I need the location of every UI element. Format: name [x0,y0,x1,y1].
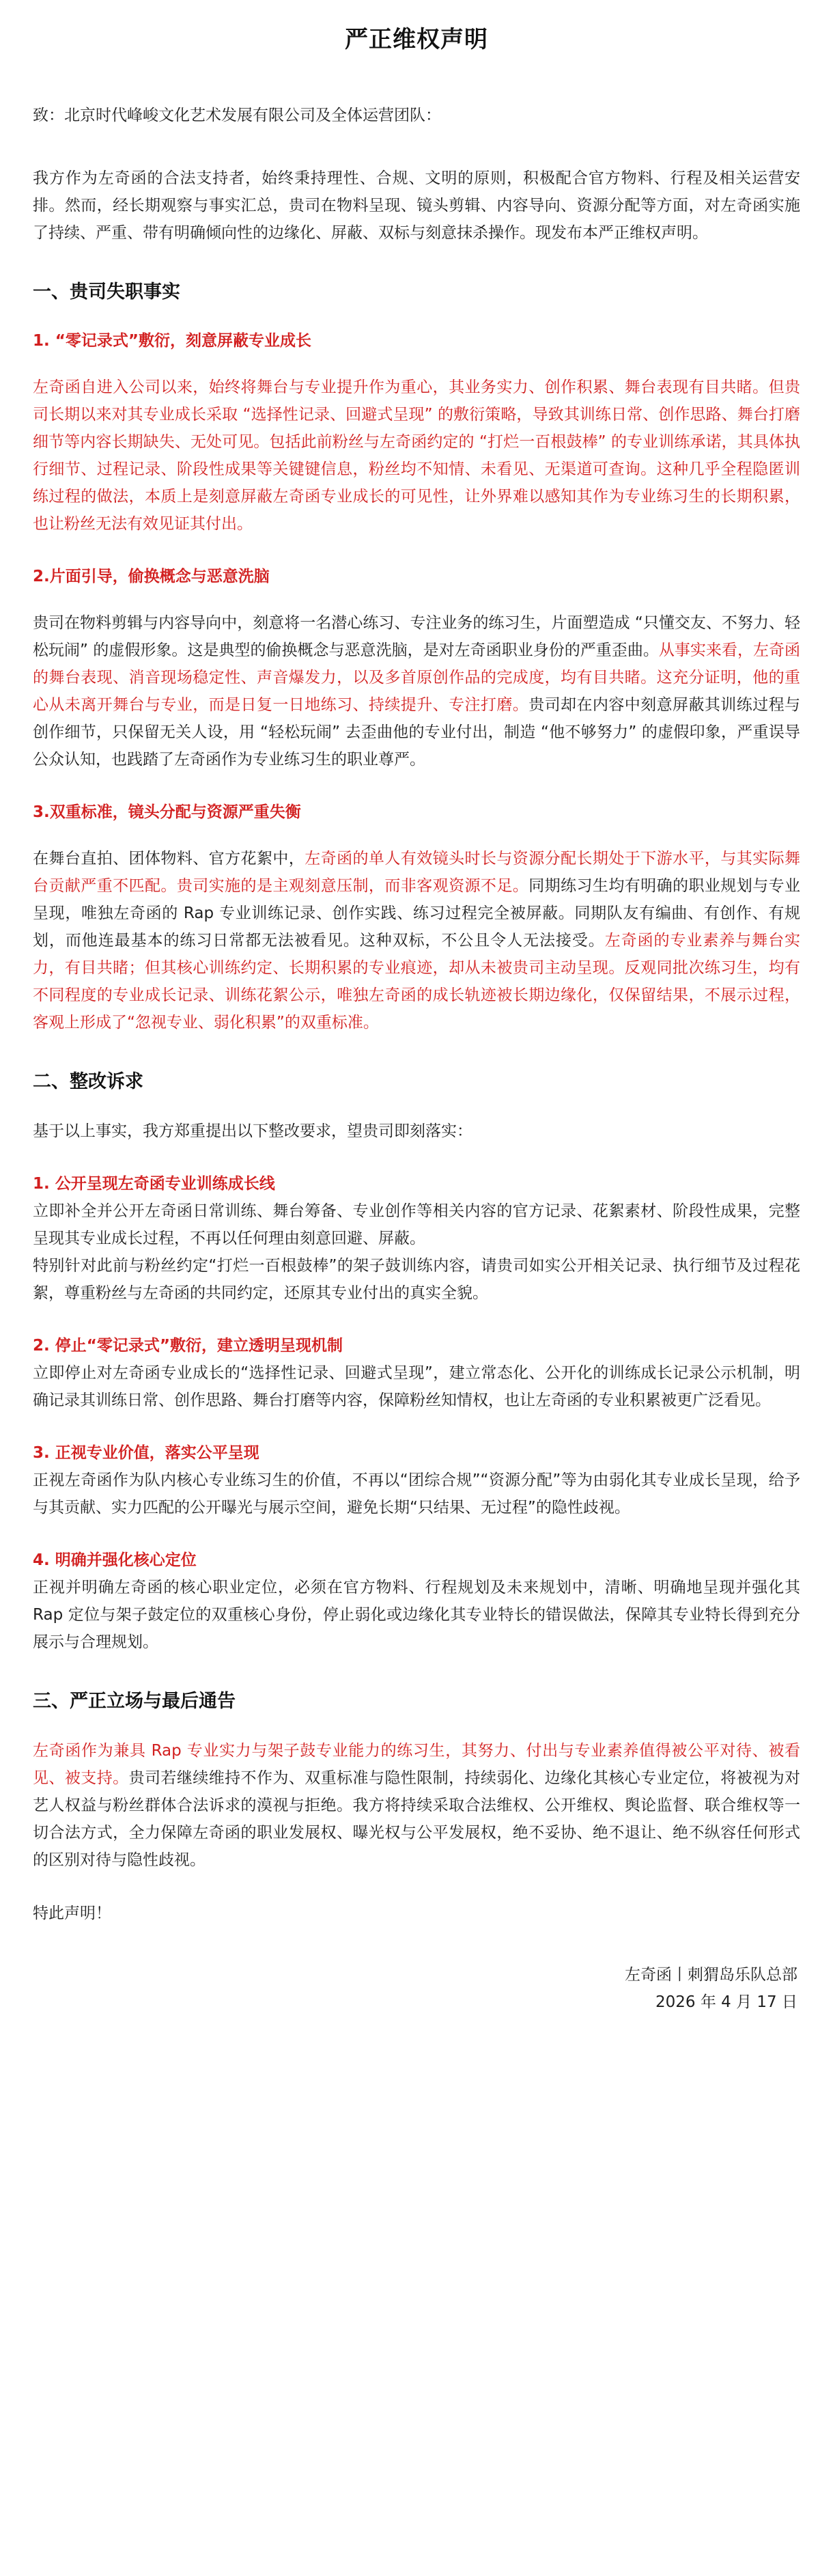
demand-1-title: 1. 公开呈现左奇函专业训练成长线 [33,1175,275,1193]
demand-4 [33,1547,800,1656]
fact-1-title: 1. “零记录式”敷衍，刻意屏蔽专业成长 [33,332,311,350]
section-2-intro: 基于以上事实，我方郑重提出以下整改要求，望贵司即刻落实： [33,1122,472,1140]
section-3-title: 三、严正立场与最后通告 [33,1691,236,1712]
fact-2-title: 2.片面引导，偷换概念与恶意洗脑 [33,568,270,585]
addressee: 致：北京时代峰峻文化艺术发展有限公司及全体运营团队： [33,107,441,124]
demand-3-title: 3. 正视专业价值，落实公平呈现 [33,1444,259,1462]
fact-3-text-part1: 在舞台直拍、团体物料、官方花絮中， [33,850,305,868]
demand-1 [33,1171,800,1307]
section-3-text [33,1737,800,1874]
fact-3-text-highlight-1: 左奇函的单人有效镜头时长与资源分配长期处于下游水平，与其实际舞台贡献严重不匹配。贵司实施的是主观刻意压制，而非客观资源不足。 [33,850,801,895]
fact-2-text-highlight: 从事实来看，左奇函的舞台表现、消音现场稳定性、声音爆发力，以及多首原创作品的完成度，均有目共睹。这充分证明，他的重心从未离开舞台与专业，而是日复一日地练习、持续提升、专注打磨。 [33,641,801,714]
section-3-highlight: 左奇函作为兼具 Rap 专业实力与架子鼓专业能力的练习生，其努力、付出与专业素养值得被公平对待、被看见、被支持。 [33,1742,800,1787]
demand-4-text: 正视并明确左奇函的核心职业定位，必须在官方物料、行程规划及未来规划中，清晰、明确地呈现并强化其 Rap 定位与架子鼓定位的双重核心身份，停止弱化或边缘化其专业特长的错误做法，保障其专业特长得到充分展示与合理规划。 [33,1579,800,1651]
demand-4-title: 4. 明确并强化核心定位 [33,1551,197,1569]
demand-2-title: 2. 停止“零记录式”敷衍，建立透明呈现机制 [33,1337,343,1355]
fact-2-text [33,609,800,773]
fact-3-title: 3.双重标准，镜头分配与资源严重失衡 [33,803,301,821]
fact-3-text-highlight-2: 左奇函的专业素养与舞台实力，有目共睹；但其核心训练约定、长期积累的专业痕迹，却从未被贵司主动呈现。反观同批次练习生，均有不同程度的专业成长记录、训练花絮公示，唯独左奇函的成长轨迹被长期边缘化，仅保留结果，不展示过程，客观上形成了“忽视专业、弱化积累”的双重标准。 [33,932,801,1031]
demand-3-text: 正视左奇函作为队内核心专业练习生的价值，不再以“团综合规”“资源分配”等为由弱化其专业成长呈现，给予与其贡献、实力匹配的公开曝光与展示空间，避免长期“只结果、无过程”的隐性歧视。 [33,1471,800,1516]
section-3-body: 贵司若继续维持不作为、双重标准与隐性限制，持续弱化、边缘化其核心专业定位，将被视为对艺人权益与粉丝群体合法诉求的漠视与拒绝。我方将持续采取合法维权、公开维权、舆论监督、联合维权等一切合法方式，全力保障左奇函的职业发展权、曝光权与公平发展权，绝不妥协、绝不退让、绝不纵容任何形式的区别对待与隐性歧视。 [33,1769,801,1869]
section-1-title: 一、贵司失职事实 [33,281,180,303]
signature: 左奇函丨刺猬岛乐队总部 [625,1966,797,1984]
fact-2-text-part2: 贵司却在内容中刻意屏蔽其训练过程与创作细节，只保留无关人设，用 “轻松玩闹” 去歪曲他的专业付出，制造 “他不够努力” 的虚假印象，严重误导公众认知，也践踏了左奇函作为专业练习生的职业尊严。 [33,696,801,768]
section-2-title: 二、整改诉求 [33,1071,143,1092]
page-title: 严正维权声明 [345,26,488,53]
fact-1-text: 左奇函自进入公司以来，始终将舞台与专业提升作为重心，其业务实力、创作积累、舞台表现有目共睹。但贵司长期以来对其专业成长采取 “选择性记录、回避式呈现” 的敷衍策略，导致其训练日常、创作思路、舞台打磨细节等内容长期缺失、无处可见。包括此前粉丝与左奇函约定的 “打烂一百根鼓棒” 的专业训练承诺，其具体执行细节、过程记录、阶段性成果等关键键信息，粉丝均不知情、未看见、无渠道可查询。这种几乎全程隐匿训练过程的做法，本质上是刻意屏蔽左奇函专业成长的可见性，让外界难以感知其作为专业练习生的长期积累，也让粉丝无法有效见证其付出。 [33,378,800,533]
signature-block [33,1961,800,2016]
closing-line: 特此声明！ [33,1905,111,1922]
fact-3-text [33,845,800,1036]
demand-2-text: 立即停止对左奇函专业成长的“选择性记录、回避式呈现”，建立常态化、公开化的训练成长记录公示机制，明确记录其训练日常、创作思路、舞台打磨等内容，保障粉丝知情权，也让左奇函的专业积累被更广泛看见。 [33,1364,800,1409]
demand-1-text: 立即补全并公开左奇函日常训练、舞台筹备、专业创作等相关内容的官方记录、花絮素材、阶段性成果，完整呈现其专业成长过程，不再以任何理由刻意回避、屏蔽。 特别针对此前与粉丝约定“打烂一百根鼓棒”的架子鼓训练内容，请贵司如实公开相关记录、执行细节及过程花絮，尊重粉丝与左奇函的共同约定，还原其专业付出的真实全貌。 [33,1202,800,1302]
intro-paragraph: 我方作为左奇函的合法支持者，始终秉持理性、合规、文明的原则，积极配合官方物料、行程及相关运营安排。然而，经长期观察与事实汇总，贵司在物料呈现、镜头剪辑、内容导向、资源分配等方面，对左奇函实施了持续、严重、带有明确倾向性的边缘化、屏蔽、双标与刻意抹杀操作。现发布本严正维权声明。 [33,169,800,242]
date: 2026 年 4 月 17 日 [655,1993,797,2011]
demand-3 [33,1440,800,1521]
fact-2-text-part1: 贵司在物料剪辑与内容导向中，刻意将一名潜心练习、专注业务的练习生，片面塑造成 “只懂交友、不努力、轻松玩闹” 的虚假形象。这是典型的偷换概念与恶意洗脑，是对左奇函职业身份的严重歪曲。 [33,614,800,659]
demand-2 [33,1333,800,1414]
fact-3-text-part2: 同期练习生均有明确的职业规划与专业呈现，唯独左奇函的 Rap 专业训练记录、创作实践、练习过程完全被屏蔽。同期队友有编曲、有创作、有规划，而他连最基本的练习日常都无法被看见。这种双标，不公且令人无法接受。 [33,877,801,950]
